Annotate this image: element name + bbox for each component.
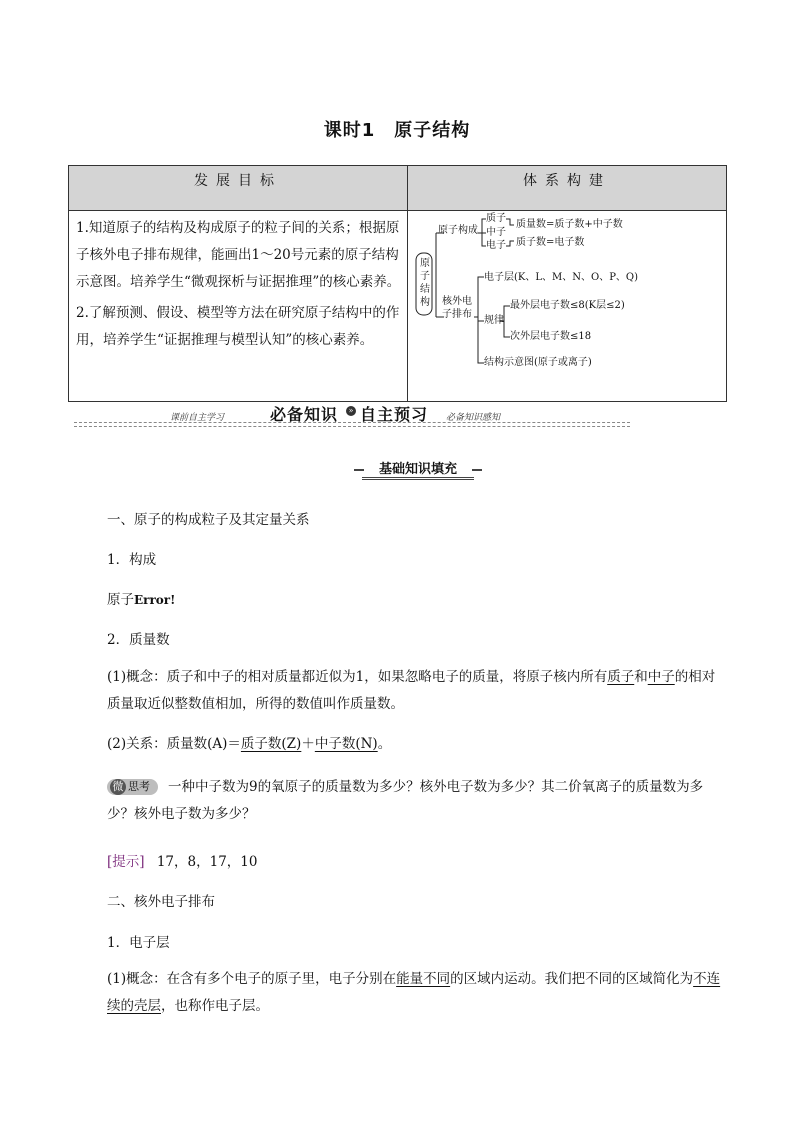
diagram-layers: 电子层(K、L、M、N、O、P、Q) [484, 272, 639, 283]
diagram-charge-relation: 质子数=电子数 [516, 237, 585, 248]
heading-electron-arrangement: 二、核外电子排布 [107, 894, 215, 910]
banner-rule [74, 422, 630, 427]
diagram-branch-arrangement-2: 子排布 [442, 309, 472, 320]
relation-paragraph [107, 731, 721, 758]
diagram-neutron: 中子 [486, 227, 506, 238]
page-title: 课时1 原子结构 [323, 120, 471, 141]
diagram-proton: 质子 [486, 213, 506, 224]
section-pill-label: 基础知识填充 [378, 462, 457, 477]
diagram-root: 原子结构 [420, 258, 430, 308]
answer-proton: 质子 [607, 669, 635, 685]
banner-title-2: 自主预习 [360, 405, 429, 424]
diagram-rule-second: 次外层电子数≤18 [510, 331, 592, 342]
concept-text-b: 和 [634, 669, 648, 685]
goals-header: 发展目标 [69, 166, 408, 211]
diagram-electron: 电子 [486, 240, 506, 251]
layer-text-c: ，也称作电子层。 [161, 998, 269, 1014]
layer-paragraph [107, 966, 721, 1020]
diagram-branch-composition: 原子构成 [438, 225, 478, 236]
concept-diagram [408, 211, 727, 402]
hint-line [107, 850, 257, 870]
banner-left-caption: 课前自主学习 [170, 413, 225, 423]
concept-text-a: (1)概念：质子和中子的相对质量都近似为1，如果忽略电子的质量，将原子核内所有 [107, 669, 608, 685]
goals-cell [69, 211, 408, 402]
goal-1: 1.知道原子的结构及构成原子的粒子间的关系；根据原子核外电子排布规律，能画出1～20号元素的原子结构示意图。培养学生“微观探析与证据推理”的核心素养。 [76, 220, 401, 290]
section-pill [356, 460, 480, 480]
system-header: 体系构建 [408, 166, 727, 211]
think-paragraph [107, 774, 721, 828]
think-icon: 微 [110, 779, 126, 795]
concept-text-c: 的相对质量取近似整数值相加，所得的数值叫作质量数。 [107, 669, 716, 712]
goal-2: 2.了解预测、假设、模型等方法在研究原子结构中的作用，培养学生“证据推理与模型认知”的核心素养。 [76, 305, 400, 348]
think-badge [107, 779, 158, 795]
answer-proton-number: 质子数(Z) [240, 736, 302, 752]
answer-shell: 不连续的壳层 [107, 971, 721, 1014]
diagram-mass-relation: 质量数=质子数+中子数 [516, 219, 623, 230]
think-label: 思考 [128, 780, 150, 793]
composition-line [107, 588, 175, 608]
composition-error: Error! [134, 593, 176, 607]
hint-text: 17，8，17，10 [156, 854, 258, 870]
composition-prefix: 原子 [107, 592, 134, 608]
diagram-schematic: 结构示意图(原子或离子) [484, 357, 592, 368]
section-pill-underline [362, 477, 474, 480]
relation-text-b: ＋ [301, 736, 315, 752]
banner-title-1: 必备知识 [270, 405, 339, 424]
diagram-rules: 规律 [484, 315, 504, 326]
relation-text-c: 。 [377, 736, 392, 752]
answer-energy: 能量不同 [396, 971, 451, 987]
relation-text-a: (2)关系：质量数(A)＝ [107, 736, 241, 752]
layer-text-a: (1)概念：在含有多个电子的原子里，电子分别在 [107, 971, 397, 987]
goals-table [68, 165, 727, 402]
answer-neutron: 中子 [647, 669, 675, 685]
concept-paragraph [107, 664, 721, 718]
banner-arrow-icon: » [346, 406, 356, 416]
answer-neutron-number: 中子数(N) [314, 736, 378, 752]
layer-text-b: 的区域内运动。我们把不同的区域简化为 [450, 971, 694, 987]
subheading-electron-layer: 1．电子层 [107, 935, 170, 951]
banner-right-caption: 必备知识感知 [446, 413, 501, 423]
think-question: 一种中子数为9的氧原子的质量数为多少？核外电子数为多少？其二价氧离子的质量数为多少？核外电子数为多少？ [107, 779, 704, 822]
section-banner [74, 400, 630, 428]
subheading-composition: 1．构成 [107, 552, 157, 568]
diagram-rule-outer: 最外层电子数≤8(K层≤2) [510, 300, 625, 311]
subheading-mass-number: 2．质量数 [107, 632, 170, 648]
heading-composition: 一、原子的构成粒子及其定量关系 [107, 512, 310, 528]
hint-label: [提示] [107, 854, 145, 870]
diagram-branch-arrangement-1: 核外电 [442, 296, 472, 307]
